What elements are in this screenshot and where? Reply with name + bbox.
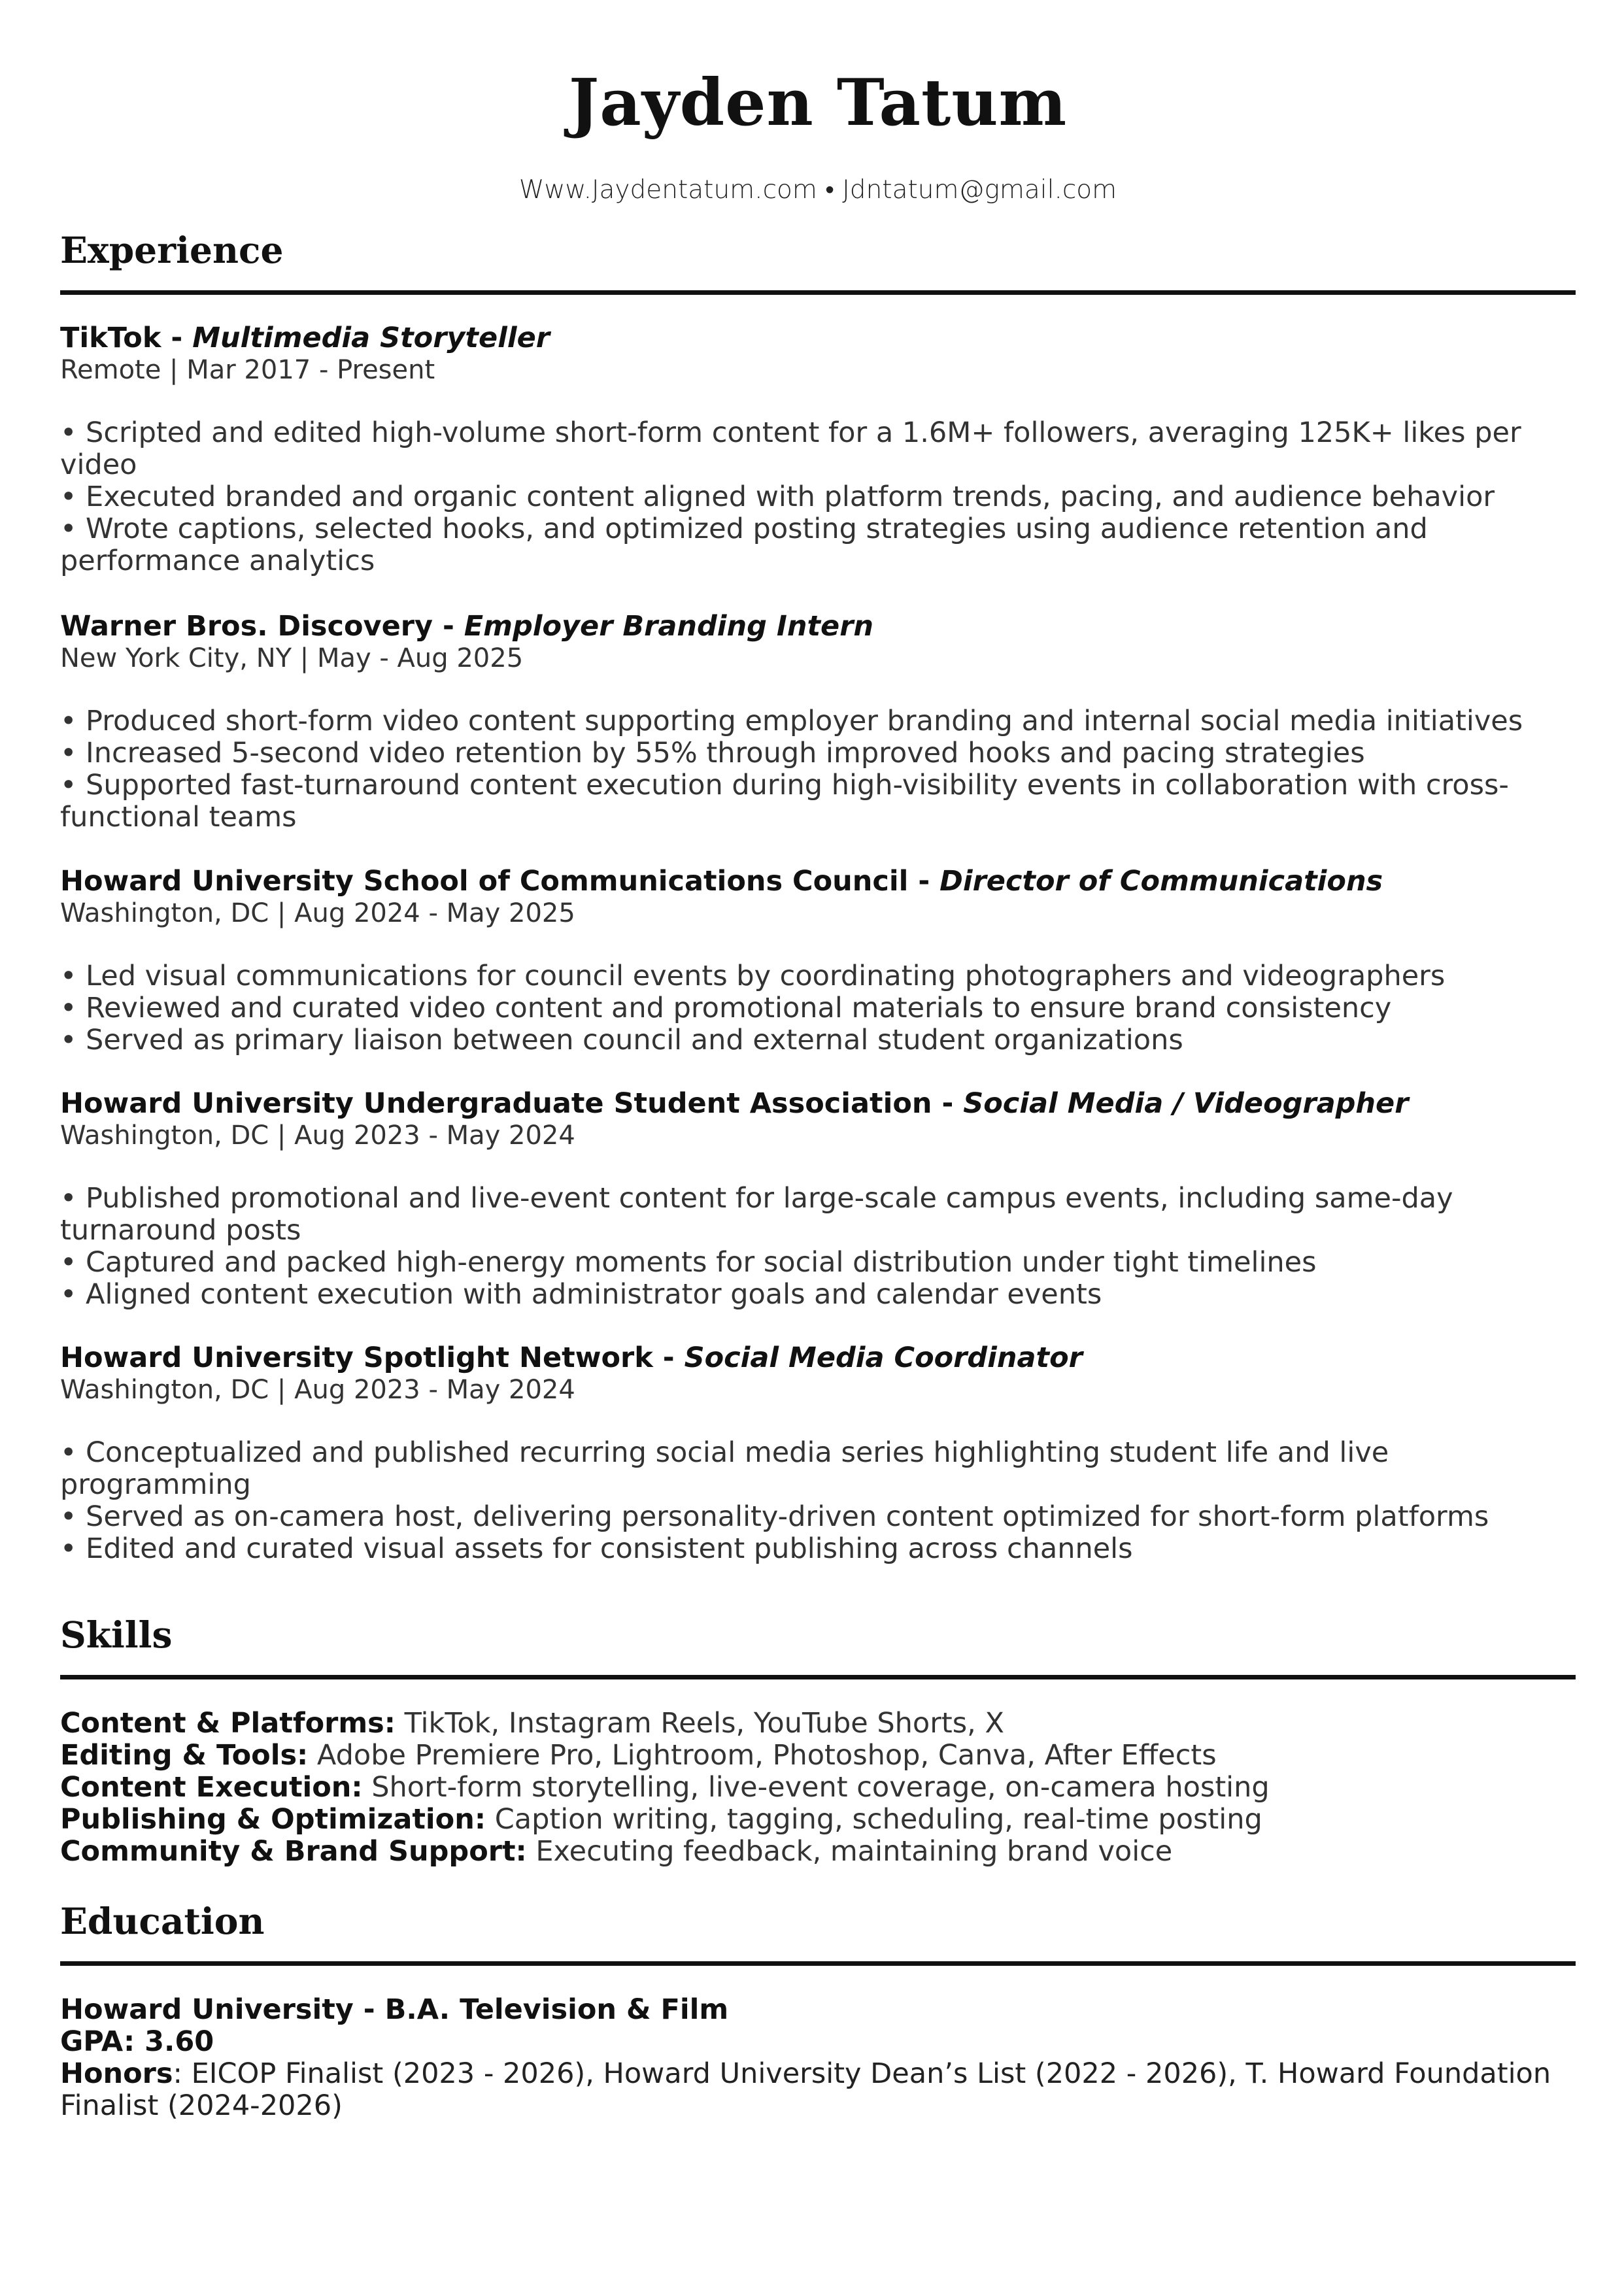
job-bullet: • Increased 5-second video retention by 55% through improved hooks and pacing strategies	[60, 737, 1365, 769]
education-heading: Education	[60, 1900, 265, 1942]
job-title	[60, 322, 1576, 354]
skill-line	[60, 1804, 1576, 1836]
job-bullet: • Executed branded and organic content aligned with platform trends, pacing, and audience behavior	[60, 481, 1495, 513]
experience-divider	[60, 290, 1576, 295]
job-bullets	[60, 417, 1576, 577]
job-bullet: • Wrote captions, selected hooks, and optimized posting strategies using audience retention and performance analytics	[60, 513, 1428, 577]
job-role: Multimedia Storyteller	[192, 322, 550, 354]
job-title	[60, 865, 1576, 898]
job-role: Employer Branding Intern	[464, 610, 874, 643]
gpa-text: GPA: 3.60	[60, 2025, 214, 2058]
job-meta: Washington, DC | Aug 2023 - May 2024	[60, 1121, 575, 1151]
job-org: TikTok -	[60, 322, 193, 354]
job-entry	[60, 865, 1576, 1056]
job-role: Social Media Coordinator	[684, 1341, 1083, 1374]
skill-line	[60, 1740, 1576, 1772]
education-honors	[60, 2058, 1576, 2122]
degree-text: Howard University - B.A. Television & Film	[60, 1993, 729, 2026]
job-bullets	[60, 705, 1576, 834]
job-org: Howard University Undergraduate Student Association -	[60, 1087, 964, 1120]
skills-list	[60, 1708, 1576, 1868]
job-meta: Remote | Mar 2017 - Present	[60, 355, 435, 385]
skill-label: Content & Platforms:	[60, 1707, 396, 1740]
job-bullet: • Served as primary liaison between council and external student organizations	[60, 1024, 1183, 1056]
skill-value: TikTok, Instagram Reels, YouTube Shorts, X	[395, 1707, 1004, 1740]
job-role: Social Media / Videographer	[963, 1087, 1409, 1120]
job-bullet: • Captured and packed high-energy moments for social distribution under tight timelines	[60, 1246, 1317, 1279]
skill-line	[60, 1772, 1576, 1804]
job-bullet: • Conceptualized and published recurring social media series highlighting student life and live programming	[60, 1436, 1389, 1501]
job-bullet: • Supported fast-turnaround content execution during high-visibility events in collaboration with cross-functional teams	[60, 769, 1509, 834]
job-org: Howard University School of Communications Council -	[60, 865, 940, 898]
job-entry	[60, 322, 1576, 577]
skills-divider	[60, 1675, 1576, 1679]
job-bullet: • Served as on-camera host, delivering personality-driven content optimized for short-form platforms	[60, 1500, 1489, 1533]
job-bullets	[60, 1183, 1576, 1311]
education-degree	[60, 1994, 1576, 2026]
job-entry	[60, 1087, 1576, 1311]
skill-label: Content Execution:	[60, 1771, 363, 1804]
skills-heading: Skills	[60, 1613, 173, 1656]
job-bullet: • Published promotional and live-event content for large-scale campus events, including same-day turnaround posts	[60, 1182, 1453, 1247]
skill-line	[60, 1836, 1576, 1868]
job-title	[60, 1087, 1576, 1120]
skill-line	[60, 1708, 1576, 1740]
honors-label: Honors	[60, 2057, 173, 2090]
job-meta: Washington, DC | Aug 2024 - May 2025	[60, 898, 575, 928]
skill-value: Adobe Premiere Pro, Lightroom, Photoshop, Canva, After Effects	[308, 1739, 1217, 1772]
honors-value: : EICOP Finalist (2023 - 2026), Howard University Dean’s List (2022 - 2026), T. Howard Foundation Finalist (2024-2026)	[60, 2057, 1551, 2122]
job-bullet: • Aligned content execution with administrator goals and calendar events	[60, 1278, 1102, 1311]
job-bullets	[60, 960, 1576, 1056]
education-entry	[60, 1994, 1576, 2122]
job-org: Howard University Spotlight Network -	[60, 1341, 685, 1374]
experience-heading: Experience	[60, 229, 284, 271]
education-gpa	[60, 2026, 1576, 2058]
job-title	[60, 1341, 1576, 1374]
job-bullets	[60, 1437, 1576, 1565]
job-bullet: • Edited and curated visual assets for consistent publishing across channels	[60, 1532, 1133, 1565]
skill-label: Community & Brand Support:	[60, 1835, 527, 1868]
job-bullet: • Scripted and edited high-volume short-form content for a 1.6M+ followers, averaging 125K+ likes per video	[60, 416, 1521, 481]
skill-value: Executing feedback, maintaining brand voice	[526, 1835, 1173, 1868]
job-meta: New York City, NY | May - Aug 2025	[60, 643, 524, 673]
skill-value: Caption writing, tagging, scheduling, real-time posting	[486, 1803, 1262, 1836]
candidate-name: Jayden Tatum	[568, 65, 1068, 141]
job-org: Warner Bros. Discovery -	[60, 610, 464, 643]
skill-label: Publishing & Optimization:	[60, 1803, 486, 1836]
job-title	[60, 610, 1576, 643]
job-bullet: • Produced short-form video content supporting employer branding and internal social media initiatives	[60, 705, 1523, 737]
job-role: Director of Communications	[939, 865, 1383, 898]
contact-line: Www.Jaydentatum.com • Jdntatum@gmail.com	[518, 175, 1117, 205]
education-divider	[60, 1961, 1576, 1966]
skill-value: Short-form storytelling, live-event coverage, on-camera hosting	[362, 1771, 1270, 1804]
job-meta: Washington, DC | Aug 2023 - May 2024	[60, 1375, 575, 1405]
job-bullet: • Reviewed and curated video content and promotional materials to ensure brand consistency	[60, 992, 1392, 1024]
job-entry	[60, 1341, 1576, 1565]
skill-label: Editing & Tools:	[60, 1739, 309, 1772]
job-bullet: • Led visual communications for council events by coordinating photographers and videographers	[60, 960, 1446, 992]
job-entry	[60, 610, 1576, 834]
